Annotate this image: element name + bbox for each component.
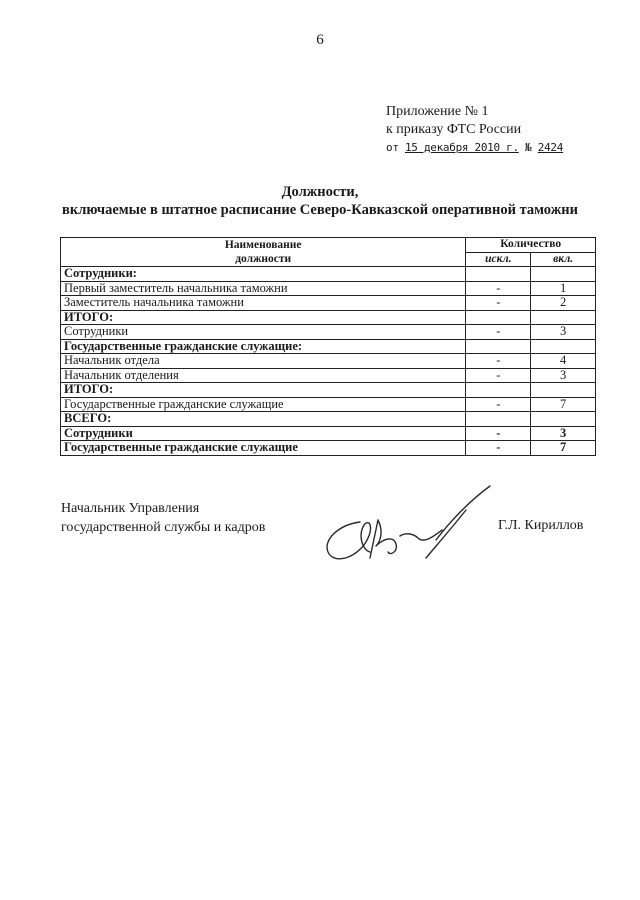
table-row [61,397,596,412]
included-count-cell: 7 [531,441,596,456]
excluded-count-cell [466,383,531,398]
excluded-count-cell: - [466,296,531,311]
excluded-count-cell: - [466,397,531,412]
appendix-title: Приложение № 1 [386,104,489,119]
excluded-count-cell: - [466,325,531,340]
included-count-cell: 2 [531,296,596,311]
signatory-position [61,499,265,537]
order-number: 2424 [537,141,564,154]
included-count-cell [531,267,596,282]
excluded-count-cell [466,267,531,282]
positions-table [60,237,596,456]
excluded-count-cell: - [466,441,531,456]
table-row [61,281,596,296]
table-row [61,354,596,369]
position-name-cell: Государственные гражданские служащие [61,441,466,456]
header-excluded: искл. [466,252,531,267]
table-row [61,383,596,398]
included-count-cell [531,310,596,325]
order-no-prefix: № [525,141,532,154]
position-name-cell: Государственные гражданские служащие: [61,339,466,354]
table-row [61,441,596,456]
included-count-cell [531,412,596,427]
position-name-cell: Сотрудники: [61,267,466,282]
position-name-cell: Государственные гражданские служащие [61,397,466,412]
table-row [61,426,596,441]
table-row [61,310,596,325]
signature [318,480,493,570]
table-row [61,368,596,383]
header-included: вкл. [531,252,596,267]
excluded-count-cell: - [466,426,531,441]
position-name-cell: Сотрудники [61,325,466,340]
excluded-count-cell: - [466,281,531,296]
included-count-cell: 4 [531,354,596,369]
order-prefix: от [386,141,399,154]
excluded-count-cell [466,339,531,354]
excluded-count-cell: - [466,368,531,383]
signatory-position-line1: Начальник Управления [61,501,200,516]
table-row [61,267,596,282]
position-name-cell: Сотрудники [61,426,466,441]
position-name-cell: ИТОГО: [61,310,466,325]
position-name-cell: ИТОГО: [61,383,466,398]
table-row [61,325,596,340]
excluded-count-cell [466,310,531,325]
included-count-cell: 1 [531,281,596,296]
signatory-name: Г.Л. Кириллов [498,518,584,533]
included-count-cell [531,339,596,354]
order-date-line [386,139,563,157]
title-line2: включаемые в штатное расписание Северо-Кавказской оперативной таможни [62,202,578,218]
header-position-name: Наименование должности [61,238,466,267]
included-count-cell: 3 [531,426,596,441]
position-name-cell: Заместитель начальника таможни [61,296,466,311]
signatory-position-line2: государственной службы и кадров [61,520,266,535]
table-row [61,412,596,427]
header-quantity: Количество [466,238,596,253]
document-title [0,183,640,219]
table-row [61,296,596,311]
included-count-cell: 3 [531,325,596,340]
page-number: 6 [316,32,324,48]
included-count-cell: 7 [531,397,596,412]
position-name-cell: ВСЕГО: [61,412,466,427]
appendix-block [386,103,563,157]
excluded-count-cell [466,412,531,427]
position-name-cell: Первый заместитель начальника таможни [61,281,466,296]
table-body [61,267,596,456]
included-count-cell [531,383,596,398]
appendix-order-ref: к приказу ФТС России [386,122,522,137]
position-name-cell: Начальник отдела [61,354,466,369]
table-row [61,339,596,354]
included-count-cell: 3 [531,368,596,383]
position-name-cell: Начальник отделения [61,368,466,383]
excluded-count-cell: - [466,354,531,369]
order-date: 15 декабря 2010 г. [404,141,519,154]
title-line1: Должности, [281,184,359,200]
